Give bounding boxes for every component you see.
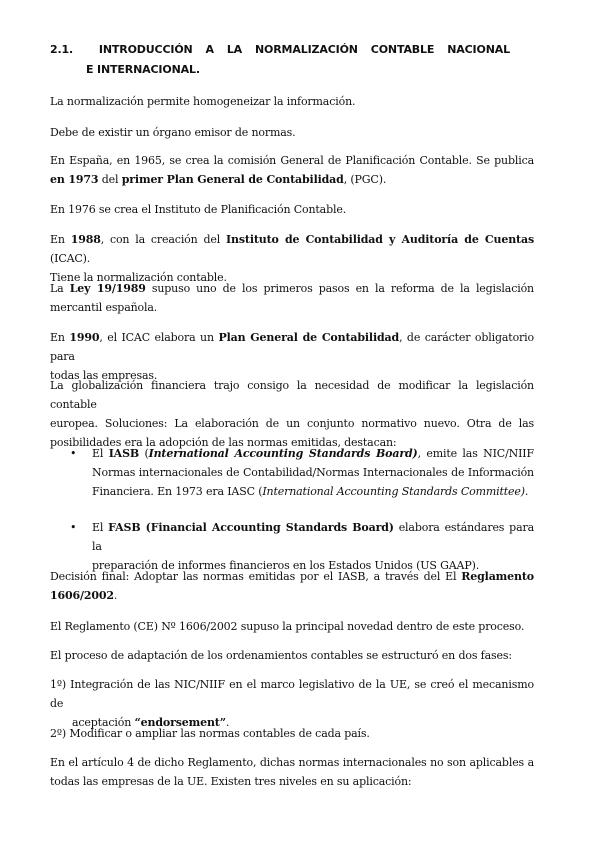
heading-word: NORMALIZACIÓN (254, 43, 358, 56)
line: En el artículo 4 de dicho Reglamento, dichas normas internacionales no son aplicables a (50, 756, 534, 769)
paragraph-article-4 (50, 753, 534, 791)
heading-word: A (205, 43, 214, 56)
line: Decisión final: Adoptar las normas emitidas por el IASB, a través del El Reglamento (50, 570, 534, 583)
paragraph-issuer: Debe de existir un órgano emisor de normas. (50, 126, 296, 139)
paragraph-spain-1965 (50, 151, 534, 189)
line: Financiera. En 1973 era IASC (International Accounting Standards Committee). (92, 485, 529, 498)
line: En 1988, con la creación del Instituto de Contabilidad y Auditoría de Cuentas (ICAC). (50, 233, 534, 265)
line: El FASB (Financial Accounting Standards Board) elabora estándares para la (92, 521, 534, 553)
line: El IASB (International Accounting Standards Board), emite las NIC/NIIF (92, 447, 534, 460)
section-number: 2.1. (50, 43, 74, 56)
paragraph-1976: En 1976 se crea el Instituto de Planificación Contable. (50, 203, 347, 216)
heading-word: NACIONAL (447, 43, 510, 56)
line: 1606/2002. (50, 589, 118, 602)
line: preparación de informes financieros en los Estados Unidos (US GAAP). (92, 559, 480, 572)
line: En 1990, el ICAC elabora un Plan General de Contabilidad, de carácter obligatorio para (50, 331, 534, 363)
line: Normas internacionales de Contabilidad/Normas Internacionales de Información (92, 466, 534, 479)
line: en 1973 del primer Plan General de Contabilidad, (PGC). (50, 173, 387, 186)
paragraph-normalization: La normalización permite homogeneizar la información. (50, 95, 356, 108)
line: La Ley 19/1989 supuso uno de los primeros pasos en la reforma de la legislación (50, 282, 534, 295)
line: europea. Soluciones: La elaboración de un conjunto normativo nuevo. Otra de las (50, 417, 534, 430)
line: La globalización financiera trajo consigo la necesidad de modificar la legislación contable (50, 379, 534, 411)
paragraph-ley-1989 (50, 279, 534, 317)
bullet-icon: • (70, 447, 77, 460)
paragraph-decision (50, 567, 534, 605)
line: Tiene la normalización contable. (50, 271, 227, 284)
paragraph-reglamento: El Reglamento (CE) Nº 1606/2002 supuso la principal novedad dentro de este proceso. (50, 620, 525, 633)
line: aceptación “endorsement”. (72, 716, 230, 729)
bullet-text (92, 444, 534, 501)
heading-word: LA (226, 43, 243, 56)
paragraph-phase-2: 2º) Modificar o ampliar las normas contables de cada país. (50, 727, 370, 740)
paragraph-globalization (50, 376, 534, 452)
line: posibilidades era la adopción de las normas emitidas, destacan: (50, 436, 397, 449)
heading-word: INTRODUCCIÓN (98, 43, 193, 56)
line: todas las empresas. (50, 369, 158, 382)
line: En España, en 1965, se crea la comisión General de Planificación Contable. Se publica (50, 154, 534, 167)
paragraph-phases: El proceso de adaptación de los ordenamientos contables se estructuró en dos fases: (50, 649, 512, 662)
heading-line-2: E INTERNACIONAL. (86, 63, 200, 76)
heading-word: CONTABLE (370, 43, 435, 56)
bullet-icon: • (70, 521, 77, 534)
line: 1º) Integración de las NIC/NIIF en el marco legislativo de la UE, se creó el mecanismo de (50, 678, 534, 710)
section-heading (50, 40, 510, 80)
line: mercantil española. (50, 301, 158, 314)
line: todas las empresas de la UE. Existen tres niveles en su aplicación: (50, 775, 412, 788)
